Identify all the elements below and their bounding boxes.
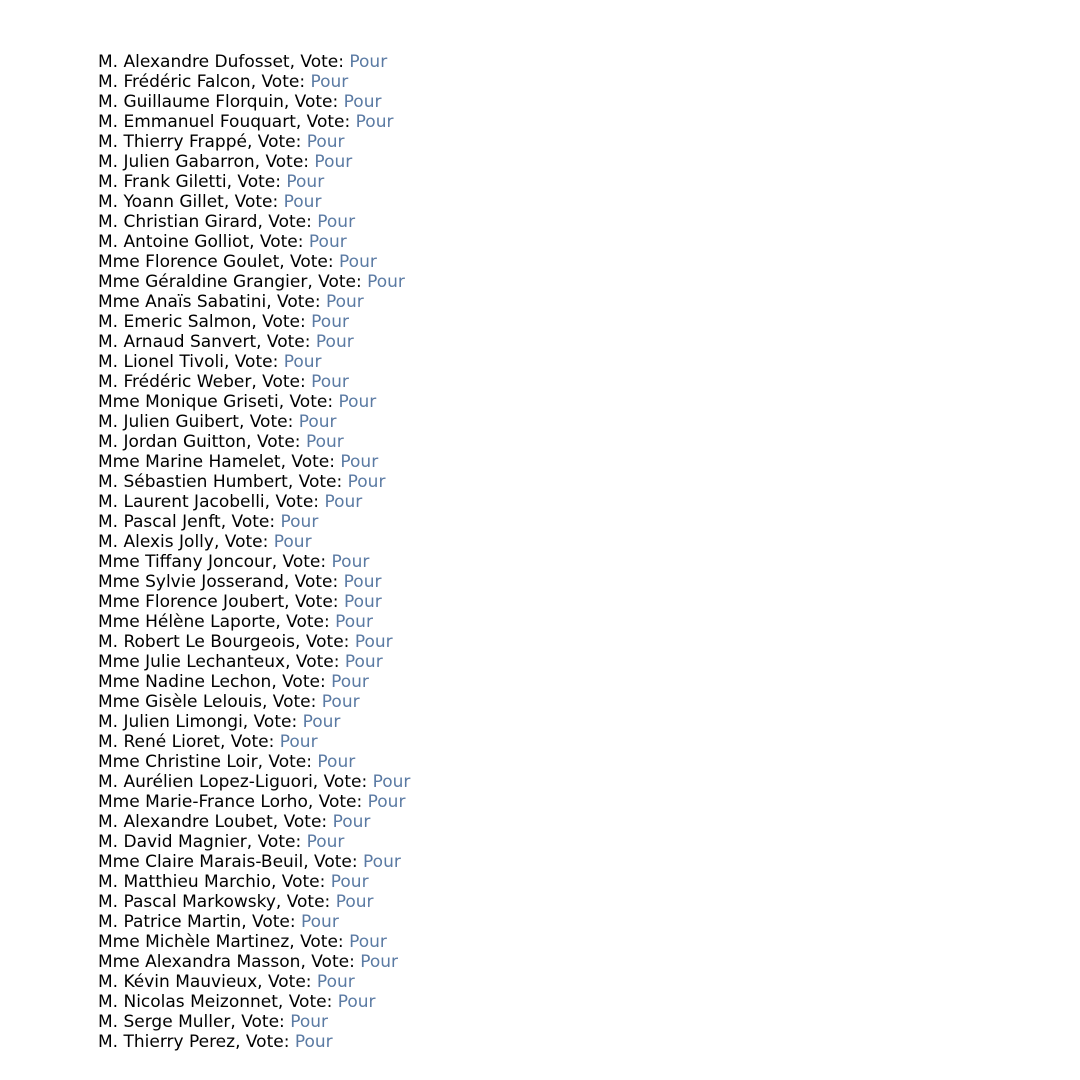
vote-value: Pour — [325, 292, 364, 312]
member-name: M. Yoann Gillet — [98, 192, 224, 212]
vote-value: Pour — [331, 552, 370, 572]
member-name: M. Thierry Perez — [98, 1032, 236, 1052]
member-name: M. Julien Guibert — [98, 412, 239, 432]
vote-value: Pour — [343, 92, 382, 112]
vote-value: Pour — [360, 952, 399, 972]
vote-label: , Vote: — [254, 152, 315, 172]
vote-label: , Vote: — [256, 332, 316, 352]
vote-entry — [98, 372, 410, 392]
vote-entry — [98, 512, 410, 532]
vote-value: Pour — [315, 332, 354, 352]
member-name: Mme Sylvie Josserand — [98, 572, 284, 592]
vote-label: , Vote: — [289, 52, 350, 72]
vote-value: Pour — [339, 252, 377, 272]
member-name: M. Aurélien Lopez-Liguori — [98, 772, 313, 792]
vote-label: , Vote: — [283, 572, 344, 592]
vote-label: , Vote: — [246, 432, 306, 452]
vote-entry — [98, 532, 410, 552]
vote-entry — [98, 892, 410, 912]
vote-value: Pour — [324, 492, 363, 512]
vote-value: Pour — [286, 172, 325, 192]
vote-label: , Vote: — [272, 812, 333, 832]
member-name: M. Julien Limongi — [98, 712, 243, 732]
vote-entry — [98, 492, 410, 512]
vote-label: , Vote: — [230, 1012, 291, 1032]
member-name: M. Emmanuel Fouquart — [98, 112, 296, 132]
vote-label: , Vote: — [284, 592, 344, 612]
vote-label: , Vote: — [266, 292, 326, 312]
vote-label: , Vote: — [312, 772, 373, 792]
member-name: M. Thierry Frappé — [98, 132, 247, 152]
member-name: M. Serge Muller — [98, 1012, 231, 1032]
member-name: Mme Marie-France Lorho — [98, 792, 308, 812]
member-name: M. Jordan Guitton — [98, 432, 247, 452]
vote-value: Pour — [306, 832, 345, 852]
member-name: Mme Hélène Laporte — [98, 612, 276, 632]
vote-value: Pour — [349, 52, 388, 72]
vote-value: Pour — [301, 912, 339, 932]
vote-entry — [98, 472, 410, 492]
vote-label: , Vote: — [250, 72, 311, 92]
member-name: M. Pascal Markowsky — [98, 892, 276, 912]
member-name: M. Frank Giletti — [98, 172, 227, 192]
member-name: Mme Florence Joubert — [98, 592, 285, 612]
vote-label: , Vote: — [271, 552, 332, 572]
vote-label: , Vote: — [279, 252, 340, 272]
vote-entry — [98, 692, 410, 712]
member-name: M. Antoine Golliot — [98, 232, 250, 252]
vote-value: Pour — [306, 132, 345, 152]
member-name: M. Sébastien Humbert — [98, 472, 288, 492]
vote-value: Pour — [330, 872, 369, 892]
vote-label: , Vote: — [275, 612, 336, 632]
vote-label: , Vote: — [220, 512, 281, 532]
vote-entry — [98, 172, 410, 192]
member-name: M. Alexis Jolly — [98, 532, 214, 552]
vote-value: Pour — [335, 612, 373, 632]
vote-value: Pour — [317, 752, 356, 772]
vote-label: , Vote: — [241, 912, 301, 932]
vote-entry — [98, 192, 410, 212]
vote-label: , Vote: — [271, 672, 332, 692]
vote-value: Pour — [305, 432, 344, 452]
member-name: M. Laurent Jacobelli — [98, 492, 265, 512]
member-name: M. Nicolas Meizonnet — [98, 992, 278, 1012]
vote-label: , Vote: — [257, 972, 317, 992]
vote-value: Pour — [302, 712, 341, 732]
vote-entry — [98, 732, 410, 752]
vote-entry — [98, 912, 410, 932]
vote-entry — [98, 992, 410, 1012]
vote-label: , Vote: — [275, 892, 336, 912]
vote-label: , Vote: — [295, 112, 356, 132]
vote-label: , Vote: — [280, 452, 341, 472]
vote-label: , Vote: — [246, 132, 307, 152]
vote-entry — [98, 552, 410, 572]
vote-value: Pour — [335, 892, 374, 912]
member-name: M. Lionel Tivoli — [98, 352, 224, 372]
vote-value: Pour — [279, 732, 318, 752]
member-name: M. Alexandre Dufosset — [98, 52, 290, 72]
vote-label: , Vote: — [213, 532, 274, 552]
member-name: Mme Anaïs Sabatini — [98, 292, 267, 312]
vote-value: Pour — [331, 672, 369, 692]
vote-entry — [98, 772, 410, 792]
vote-entry — [98, 712, 410, 732]
vote-entry — [98, 792, 410, 812]
vote-entry — [98, 592, 410, 612]
vote-label: , Vote: — [270, 872, 331, 892]
vote-value: Pour — [372, 772, 411, 792]
vote-value: Pour — [332, 812, 371, 832]
member-name: M. Emeric Salmon — [98, 312, 252, 332]
vote-entry — [98, 252, 410, 272]
member-name: M. Guillaume Florquin — [98, 92, 284, 112]
vote-label: , Vote: — [219, 732, 280, 752]
member-name: M. Frédéric Weber — [98, 372, 252, 392]
vote-entry — [98, 1012, 410, 1032]
vote-entry — [98, 452, 410, 472]
member-name: Mme Michèle Martinez — [98, 932, 290, 952]
vote-value: Pour — [343, 572, 382, 592]
vote-value: Pour — [273, 532, 312, 552]
vote-label: , Vote: — [235, 1032, 295, 1052]
vote-value: Pour — [311, 372, 349, 392]
vote-entry — [98, 332, 410, 352]
vote-label: , Vote: — [289, 932, 350, 952]
vote-value: Pour — [280, 512, 319, 532]
vote-entry — [98, 432, 410, 452]
vote-entry — [98, 312, 410, 332]
vote-label: , Vote: — [251, 312, 312, 332]
member-name: Mme Alexandra Masson — [98, 952, 301, 972]
vote-entry — [98, 352, 410, 372]
vote-entry — [98, 92, 410, 112]
member-name: Mme Tiffany Joncour — [98, 552, 272, 572]
vote-entry — [98, 832, 410, 852]
vote-label: , Vote: — [262, 692, 322, 712]
vote-label: , Vote: — [300, 952, 361, 972]
vote-list — [98, 52, 410, 1052]
vote-value: Pour — [340, 452, 379, 472]
vote-entry — [98, 932, 410, 952]
member-name: M. Christian Girard — [98, 212, 258, 232]
member-name: Mme Géraldine Grangier — [98, 272, 308, 292]
member-name: Mme Nadine Lechon — [98, 672, 272, 692]
vote-entry — [98, 212, 410, 232]
vote-value: Pour — [344, 652, 383, 672]
vote-entry — [98, 112, 410, 132]
vote-value: Pour — [338, 392, 377, 412]
vote-value: Pour — [308, 232, 347, 252]
member-name: Mme Christine Loir — [98, 752, 258, 772]
vote-value: Pour — [294, 1032, 333, 1052]
member-name: M. Alexandre Loubet — [98, 812, 273, 832]
vote-entry — [98, 752, 410, 772]
vote-value: Pour — [283, 352, 322, 372]
vote-value: Pour — [337, 992, 376, 1012]
vote-label: , Vote: — [307, 792, 368, 812]
vote-entry — [98, 852, 410, 872]
vote-entry — [98, 292, 410, 312]
vote-value: Pour — [367, 272, 405, 292]
vote-entry — [98, 612, 410, 632]
vote-label: , Vote: — [295, 632, 355, 652]
member-name: M. Matthieu Marchio — [98, 872, 271, 892]
vote-entry — [98, 872, 410, 892]
member-name: Mme Florence Goulet — [98, 252, 280, 272]
member-name: M. Pascal Jenft — [98, 512, 221, 532]
vote-entry — [98, 632, 410, 652]
vote-value: Pour — [316, 972, 355, 992]
vote-entry — [98, 52, 410, 72]
vote-entry — [98, 1032, 410, 1052]
vote-label: , Vote: — [277, 992, 338, 1012]
vote-label: , Vote: — [251, 372, 312, 392]
vote-label: , Vote: — [226, 172, 287, 192]
vote-label: , Vote: — [257, 752, 318, 772]
member-name: Mme Monique Griseti — [98, 392, 279, 412]
vote-value: Pour — [283, 192, 322, 212]
member-name: M. Julien Gabarron — [98, 152, 255, 172]
vote-entry — [98, 672, 410, 692]
vote-entry — [98, 152, 410, 172]
member-name: Mme Gisèle Lelouis — [98, 692, 262, 712]
vote-label: , Vote: — [249, 232, 309, 252]
vote-value: Pour — [367, 792, 406, 812]
vote-value: Pour — [343, 592, 382, 612]
member-name: Mme Julie Lechanteux — [98, 652, 286, 672]
vote-label: , Vote: — [307, 272, 368, 292]
vote-entry — [98, 812, 410, 832]
member-name: M. Kévin Mauvieux — [98, 972, 258, 992]
vote-value: Pour — [311, 312, 349, 332]
vote-entry — [98, 272, 410, 292]
vote-label: , Vote: — [257, 212, 318, 232]
vote-label: , Vote: — [238, 412, 299, 432]
vote-entry — [98, 412, 410, 432]
member-name: M. Robert Le Bourgeois — [98, 632, 296, 652]
vote-value: Pour — [349, 932, 387, 952]
vote-value: Pour — [314, 152, 353, 172]
member-name: Mme Claire Marais-Beuil — [98, 852, 304, 872]
vote-entry — [98, 72, 410, 92]
vote-value: Pour — [355, 112, 394, 132]
vote-label: , Vote: — [278, 392, 339, 412]
vote-value: Pour — [298, 412, 337, 432]
member-name: M. David Magnier — [98, 832, 247, 852]
vote-value: Pour — [321, 692, 360, 712]
vote-label: , Vote: — [264, 492, 325, 512]
member-name: M. Arnaud Sanvert — [98, 332, 257, 352]
vote-label: , Vote: — [223, 352, 284, 372]
vote-entry — [98, 132, 410, 152]
vote-value: Pour — [317, 212, 356, 232]
vote-label: , Vote: — [287, 472, 348, 492]
vote-label: , Vote: — [285, 652, 345, 672]
vote-entry — [98, 232, 410, 252]
member-name: M. Frédéric Falcon — [98, 72, 251, 92]
member-name: M. René Lioret — [98, 732, 220, 752]
vote-entry — [98, 952, 410, 972]
vote-label: , Vote: — [242, 712, 303, 732]
member-name: Mme Marine Hamelet — [98, 452, 281, 472]
vote-value: Pour — [347, 472, 386, 492]
member-name: M. Patrice Martin — [98, 912, 242, 932]
vote-value: Pour — [290, 1012, 328, 1032]
vote-entry — [98, 392, 410, 412]
vote-value: Pour — [354, 632, 393, 652]
vote-entry — [98, 572, 410, 592]
vote-label: , Vote: — [303, 852, 364, 872]
vote-value: Pour — [310, 72, 349, 92]
vote-value: Pour — [363, 852, 401, 872]
vote-label: , Vote: — [246, 832, 307, 852]
vote-entry — [98, 972, 410, 992]
vote-entry — [98, 652, 410, 672]
vote-label: , Vote: — [223, 192, 284, 212]
vote-label: , Vote: — [283, 92, 344, 112]
